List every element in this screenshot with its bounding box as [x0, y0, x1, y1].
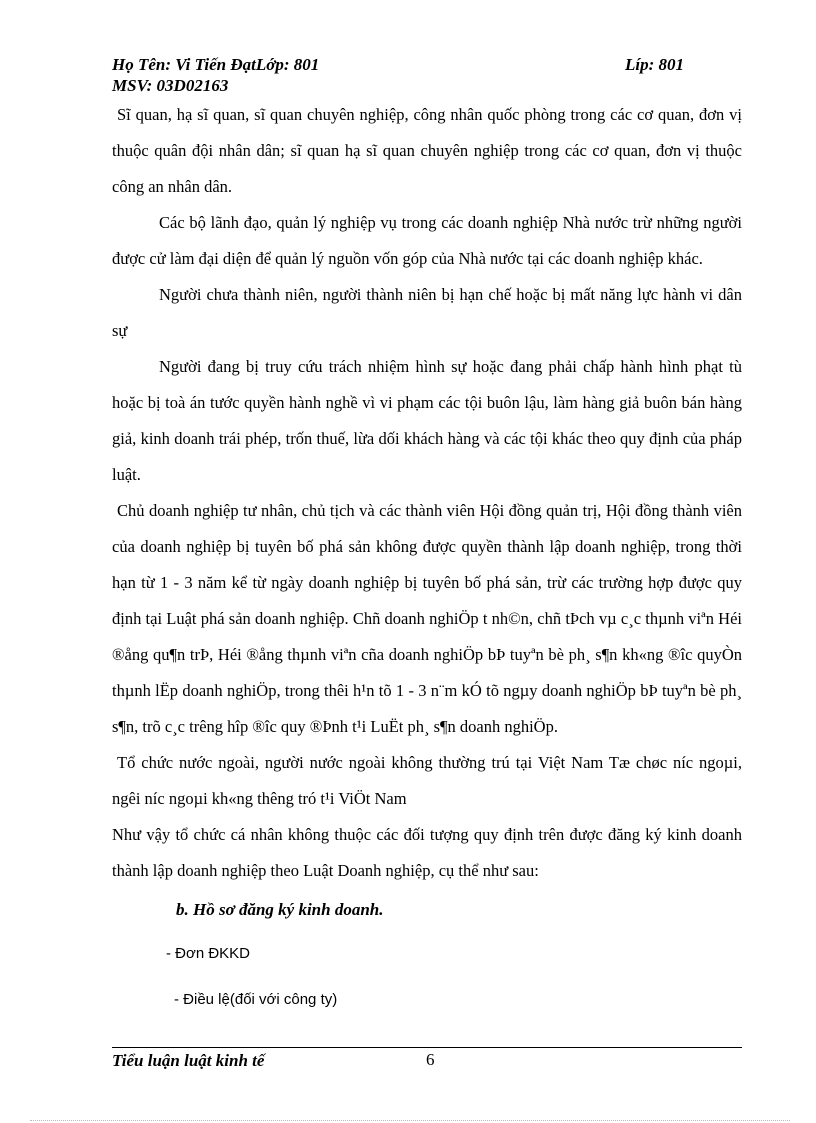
footer-divider [112, 1047, 742, 1048]
page-bottom-dotted-divider [30, 1120, 790, 1121]
list-item-charter: - Điều lệ(đối với công ty) [174, 991, 338, 1008]
document-body [112, 97, 742, 1023]
section-heading: b. Hồ sơ đăng ký kinh doanh. [176, 900, 384, 919]
header-class: Líp: 801 [625, 55, 685, 74]
paragraph-foreigners: Tổ chức nước ngoài, người nước ngoài không thường trú tại Việt Nam Tæ chøc níc ngoµi, ngêi níc ngoµi kh«ng thêng tró t¹i ViÖt Nam [112, 753, 742, 808]
paragraph-bankruptcy: Chủ doanh nghiệp tư nhân, chủ tịch và các thành viên Hội đồng quản trị, Hội đồng thành viên của doanh nghiệp bị tuyên bố phá sản không được quyền thành lập doanh nghiệp, trong thời hạn từ 1 - 3 năm kể từ ngày doanh nghiệp bị tuyên bố phá sản, trừ các trường hợp được quy định tại Luật phá sản doanh nghiệp. Chñ doanh nghiÖp t nh©n, chñ tÞch vµ c¸c thµnh viªn Héi ®ång qu¶n trÞ, Héi ®ång thµnh viªn cña doanh nghiÖp bÞ tuyªn bè ph¸ s¶n kh«ng ®îc quyÒn thµnh lËp doanh nghiÖp, trong thêi h¹n tõ 1 - 3 n¨m kÓ tõ ngµy doanh nghiÖp bÞ tuyªn bè ph¸ s¶n, trõ c¸c trêng hîp ®îc quy ®Þnh t¹i LuËt ph¸ s¶n doanh nghiÖp. [112, 501, 742, 736]
paragraph-minors: Người chưa thành niên, người thành niên bị hạn chế hoặc bị mất năng lực hành vi dân sự [112, 285, 742, 340]
page-number: 6 [426, 1050, 435, 1069]
footer-title: Tiểu luận luật kinh tế [112, 1051, 265, 1070]
paragraph-summary: Như vậy tổ chức cá nhân không thuộc các đối tượng quy định trên được đăng ký kinh doanh thành lập doanh nghiệp theo Luật Doanh nghiệp, cụ thể như sau: [112, 825, 742, 880]
list-item-application: - Đơn ĐKKD [166, 945, 251, 962]
paragraph-military: Sĩ quan, hạ sĩ quan, sĩ quan chuyên nghiệp, công nhân quốc phòng trong các cơ quan, đơn vị thuộc quân đội nhân dân; sĩ quan hạ sĩ quan chuyên nghiệp trong các cơ quan, đơn vị thuộc công an nhân dân. [112, 105, 742, 196]
header-student-name: Họ Tên: Vi Tiến ĐạtLớp: 801 [112, 55, 320, 74]
paragraph-criminal: Người đang bị truy cứu trách nhiệm hình sự hoặc đang phải chấp hành hình phạt tù hoặc bị toà án tước quyền hành nghề vì vi phạm các tội buôn lậu, làm hàng giả buôn bán hàng giả, kinh doanh trái phép, trốn thuế, lừa dối khách hàng và các tội khác theo quy định của pháp luật. [112, 357, 742, 484]
paragraph-state-enterprise: Các bộ lãnh đạo, quản lý nghiệp vụ trong các doanh nghiệp Nhà nước trừ những người được cử làm đại diện để quản lý nguồn vốn góp của Nhà nước tại các doanh nghiệp khác. [112, 213, 742, 268]
header-student-id: MSV: 03D02163 [112, 76, 229, 95]
